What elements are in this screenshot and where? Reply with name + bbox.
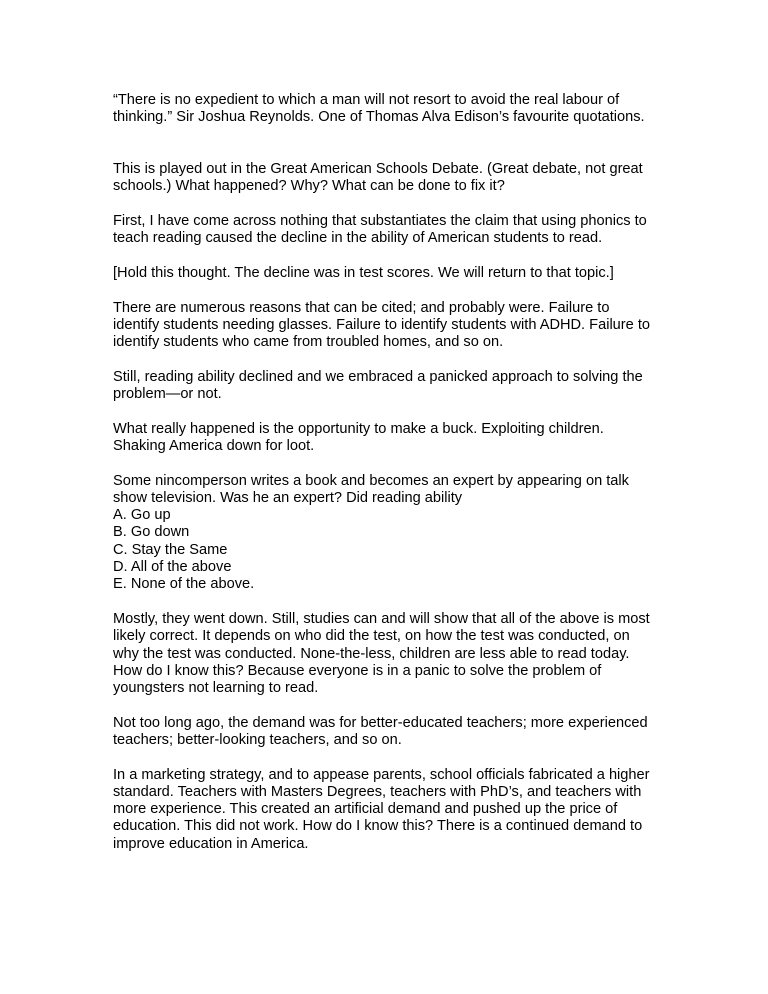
reasons-paragraph: There are numerous reasons that can be cited; and probably were. Failure to identify students needing glasses. Failure to identify students with ADHD. Failure to identify students who came from troubled homes, and so on. bbox=[113, 299, 651, 351]
option-a: A. Go up bbox=[113, 507, 171, 524]
option-b: B. Go down bbox=[113, 524, 190, 541]
marketing-strategy-paragraph: In a marketing strategy, and to appease parents, school officials fabricated a higher standard. Teachers with Masters Degrees, teachers with PhD’s, and teachers with more experience. This created an artificial demand and pushed up the price of education. This did not work. How do I know this? There is a continued demand to improve education in America. bbox=[113, 766, 650, 852]
demand-teachers-paragraph: Not too long ago, the demand was for better-educated teachers; more experienced teachers; better-looking teachers, and so on. bbox=[113, 714, 648, 748]
expert-question-text: Some nincomperson writes a book and becomes an expert by appearing on talk show television. Was he an expert? Did reading ability bbox=[113, 472, 629, 506]
document-body bbox=[113, 92, 658, 870]
what-happened-paragraph: What really happened is the opportunity to make a buck. Exploiting children. Shaking America down for loot. bbox=[113, 420, 604, 454]
opening-quote-paragraph: “There is no expedient to which a man will not resort to avoid the real labour of thinking.” Sir Joshua Reynolds. One of Thomas Alva Edison’s favourite quotations. bbox=[113, 92, 645, 126]
mostly-down-paragraph: Mostly, they went down. Still, studies can and will show that all of the above is most likely correct. It depends on who did the test, on how the test was conducted, on why the test was conducted. None-the-less, children are less able to read today. How do I know this? Because everyone is in a panic to solve the problem of youngsters not learning to read. bbox=[113, 610, 650, 697]
phonics-paragraph: First, I have come across nothing that substantiates the claim that using phonics to teach reading caused the decline in the ability of American students to read. bbox=[113, 213, 647, 247]
option-d: D. All of the above bbox=[113, 559, 232, 576]
option-e: E. None of the above. bbox=[113, 576, 255, 593]
reading-declined-paragraph: Still, reading ability declined and we embraced a panicked approach to solving the problem—or not. bbox=[113, 368, 643, 403]
expert-question-block bbox=[113, 473, 658, 594]
hold-thought-paragraph: [Hold this thought. The decline was in test scores. We will return to that topic.] bbox=[113, 264, 614, 281]
option-c: C. Stay the Same bbox=[113, 541, 228, 558]
debate-paragraph: This is played out in the Great American Schools Debate. (Great debate, not great schools.) What happened? Why? What can be done to fix it? bbox=[113, 161, 643, 195]
